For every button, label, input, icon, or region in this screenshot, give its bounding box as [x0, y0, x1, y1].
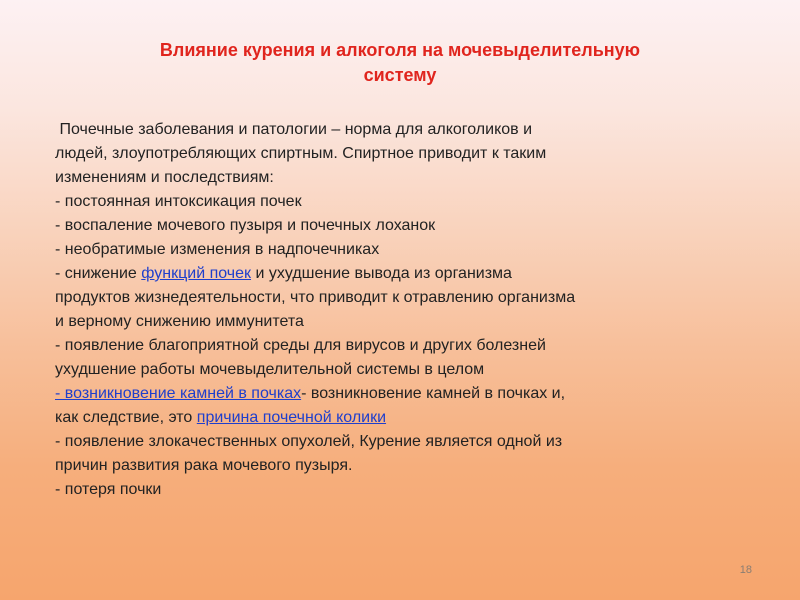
renal-colic-link[interactable]: причина почечной колики	[196, 409, 387, 426]
body-line: - появление благоприятной среды для вирусов и других болезней	[55, 337, 546, 354]
slide-body-text	[55, 118, 755, 502]
body-line: продуктов жизнедеятельности, что приводит к отравлению организма	[55, 289, 576, 306]
body-line: - появление злокачественных опухолей, Курение является одной из	[55, 433, 563, 450]
body-text: - возникновение камней в почках и,	[301, 385, 566, 402]
body-text: как следствие, это	[55, 409, 197, 426]
kidney-function-link[interactable]: функций почек	[141, 265, 252, 282]
body-line	[55, 406, 755, 430]
body-line	[55, 262, 755, 286]
body-line: изменениям и последствиям:	[55, 169, 274, 186]
body-text: - снижение	[55, 265, 142, 282]
body-line: - потеря почки	[55, 481, 162, 498]
slide-title-line-2: систему	[363, 65, 437, 85]
kidney-stones-link[interactable]: - возникновение камней в почках	[55, 385, 302, 402]
body-line: людей, злоупотребляющих спиртным. Спиртное приводит к таким	[55, 145, 547, 162]
body-line: Почечные заболевания и патологии – норма для алкоголиков и	[55, 121, 533, 138]
body-line: - необратимые изменения в надпочечниках	[55, 241, 380, 258]
slide-title-line-1: Влияние курения и алкоголя на мочевыделительную	[159, 40, 641, 60]
body-line: и верному снижению иммунитета	[55, 313, 304, 330]
body-line	[55, 382, 755, 406]
slide-title	[60, 38, 740, 88]
body-line: - постоянная интоксикация почек	[55, 193, 302, 210]
body-line: причин развития рака мочевого пузыря.	[55, 457, 353, 474]
body-line: - воспаление мочевого пузыря и почечных лоханок	[55, 217, 436, 234]
body-line: ухудшение работы мочевыделительной системы в целом	[55, 361, 485, 378]
page-number: 18	[739, 564, 752, 576]
body-text: и ухудшение вывода из организма	[251, 265, 512, 282]
